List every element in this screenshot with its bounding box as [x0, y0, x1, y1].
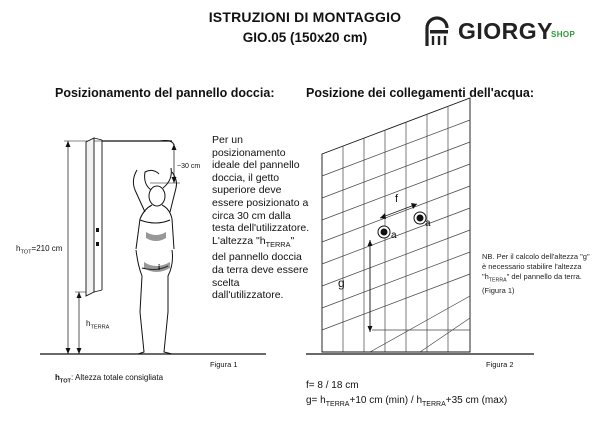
formula-g	[306, 395, 507, 408]
figure-1-caption: Figura 1	[210, 360, 238, 369]
htot-sub: TOT	[20, 249, 32, 256]
person-label-i: i	[158, 263, 161, 272]
water-connection-left	[378, 226, 390, 238]
formula-g-p1: g= h	[306, 395, 326, 406]
nb-part-2: " del pannello da terra. (Figura 1)	[482, 272, 582, 295]
legend-h: h	[55, 373, 60, 382]
formula-g-p3: +35 cm (max)	[445, 395, 508, 406]
nb-sub: TERRA	[488, 277, 507, 284]
htot-value: =210 cm	[31, 244, 63, 253]
brand-shop-label: SHOP	[551, 30, 576, 39]
formula-g-sub1: TERRA	[325, 401, 350, 408]
nb-part-1: NB. Per il calcolo dell'altezza "g" è necessario stabilire l'altezza "h	[482, 252, 590, 281]
page-title: ISTRUZIONI DI MONTAGGIO	[208, 9, 402, 25]
legend-text: : Altezza totale consigliata	[70, 373, 164, 382]
formula-g-p2: +10 cm (min) / h	[349, 395, 423, 406]
dim-30cm-label: ~30 cm	[177, 163, 201, 170]
para-part-2: " del pannello doccia da terra deve essere scelta dall'utilizzatore.	[212, 234, 309, 302]
label-f: f	[395, 193, 399, 205]
para-part-1: Per un posizionamento ideale del pannello doccia, il getto superiore deve essere posizionato a circa 30 cm dalla testa dell'utilizzatore. L'altezza "	[212, 134, 310, 247]
hterra-sub: TERRA	[90, 324, 110, 331]
figure-2-caption: Figura 2	[486, 360, 514, 369]
label-a-right: a	[425, 218, 431, 229]
model-subtitle: GIO.05 (150x20 cm)	[242, 30, 368, 45]
label-a-left: a	[391, 230, 397, 241]
tile-grid	[322, 98, 470, 352]
legend-sub: TOT	[59, 378, 71, 385]
left-section-heading: Posizionamento del pannello doccia:	[55, 86, 275, 100]
label-g: g	[338, 276, 345, 290]
formula-g-sub2: TERRA	[422, 401, 446, 408]
f-dimension-line	[380, 204, 417, 218]
brand-logo-text: GIORGY	[458, 18, 554, 44]
hterra-h: h	[86, 319, 91, 328]
right-section-heading: Posizione dei collegamenti dell'acqua:	[306, 86, 535, 100]
para-h: h	[259, 234, 266, 247]
formula-f: f= 8 / 18 cm	[306, 380, 359, 391]
htot-h: h	[16, 244, 21, 253]
nb-note	[482, 252, 594, 296]
para-sub: TERRA	[265, 239, 291, 249]
